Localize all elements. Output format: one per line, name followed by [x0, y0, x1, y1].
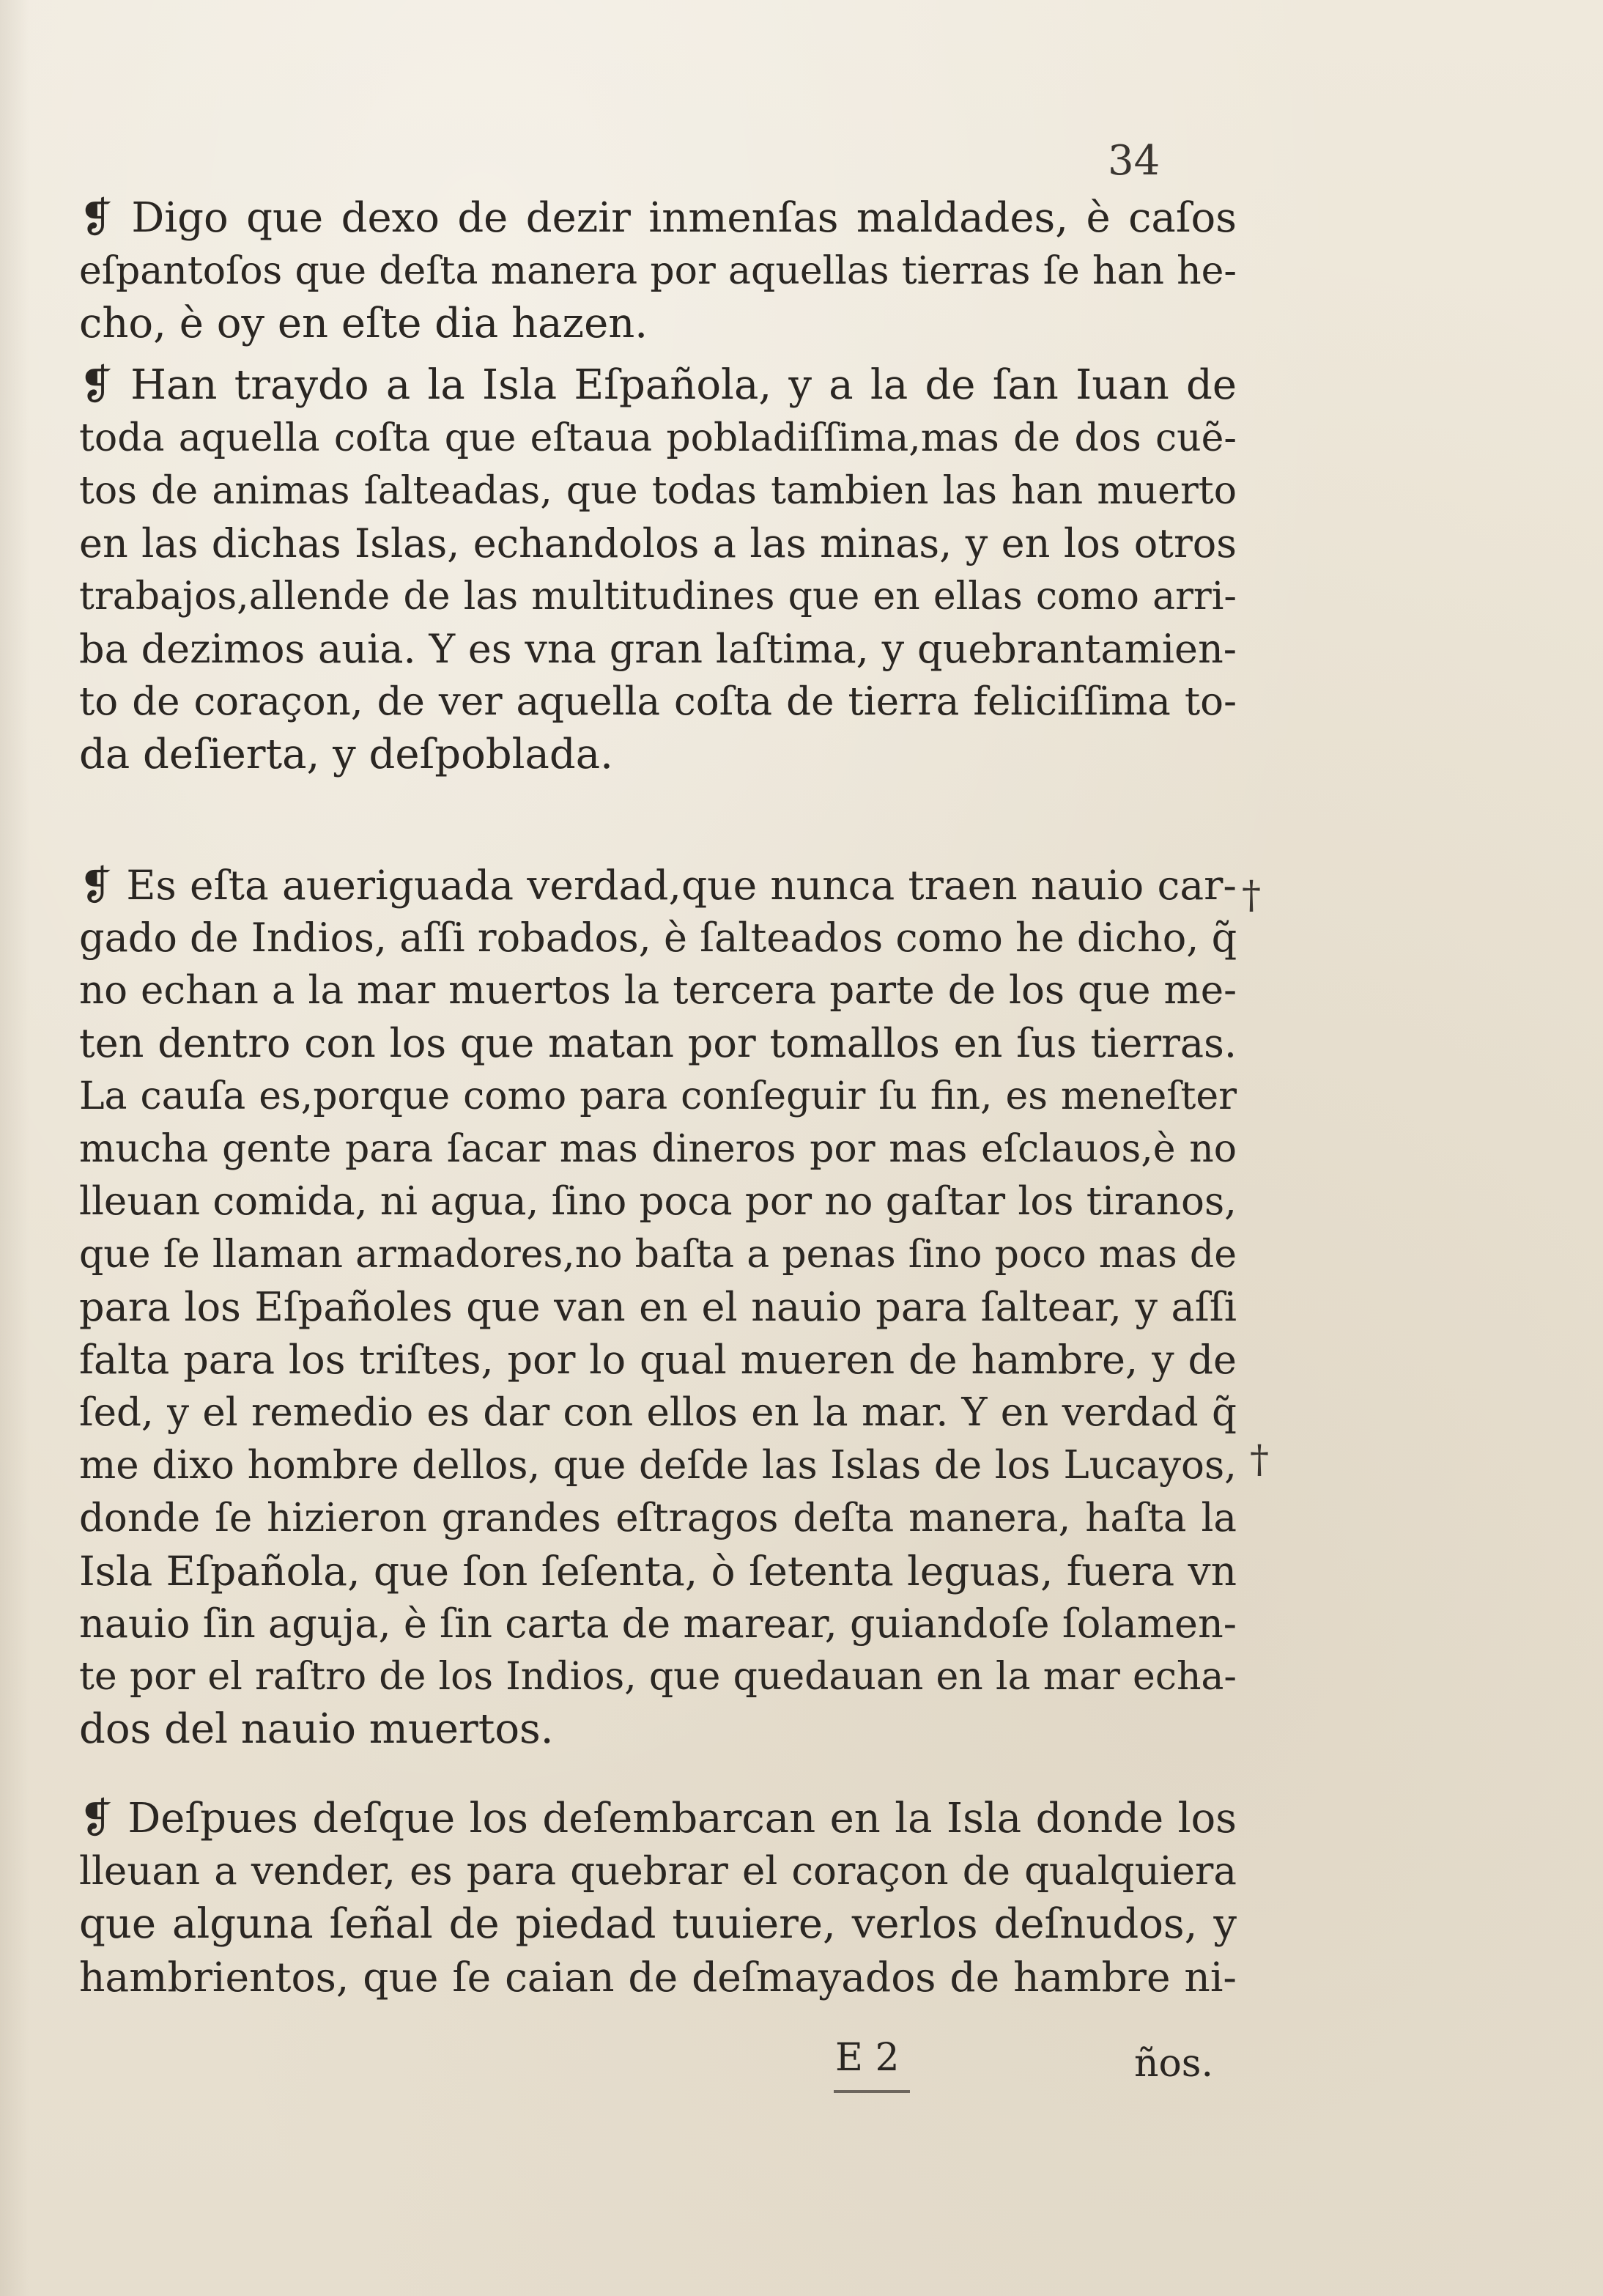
text-line: ❡ Han traydo a la Isla Eſpañola, y a la de ſan Iuan de [79, 361, 1237, 409]
text-line: lleuan comida, ni agua, ſino poca por no gaſtar los tiranos, [79, 1179, 1237, 1224]
text-line: da deſierta, y deſpoblada. [79, 731, 613, 778]
text-line: ❡ Deſpues deſque los deſembarcan en la Isla donde los [79, 1795, 1237, 1842]
signature-mark: E 2 [835, 2036, 900, 2080]
text-line: mucha gente para ſacar mas dineros por mas eſclauos,è no [79, 1127, 1237, 1171]
folio-number: 34 [1108, 137, 1160, 185]
text-line: ſed, y el remedio es dar con ellos en la mar. Y en verdad q̃ [79, 1390, 1237, 1435]
text-line: para los Eſpañoles que van en el nauio para ſaltear, y aſſi [79, 1284, 1237, 1330]
text-line: que ſe llaman armadores,no baſta a penas ſino poco mas de [79, 1233, 1237, 1277]
text-line: tos de animas ſalteadas, que todas tambien las han muerto [79, 469, 1237, 513]
text-line: toda aquella coſta que eſtaua pobladiſſima,mas de dos cuẽ- [79, 416, 1237, 460]
text-line: cho, è oy en eſte dia hazen. [79, 300, 648, 347]
text-line: en las dichas Islas, echandolos a las minas, y en los otros [79, 520, 1237, 566]
text-line: trabajos,allende de las multitudines que en ellas como arri- [79, 575, 1237, 619]
text-line: eſpantoſos que deſta manera por aquellas tierras ſe han he- [79, 249, 1237, 293]
text-line: ba dezimos auia. Y es vna gran laſtima, y quebrantamien- [79, 626, 1237, 672]
text-line: falta para los triſtes, por lo qual mueren de hambre, y de [79, 1337, 1237, 1383]
text-line: to de coraçon, de ver aquella coſta de tierra feliciſſima to- [79, 679, 1237, 724]
text-line: La cauſa es,porque como para conſeguir ſu fin, es meneſter [79, 1074, 1237, 1118]
margin-mark-icon: † [1250, 1438, 1269, 1482]
text-line: hambrientos, que ſe caian de deſmayados de hambre ni- [79, 1954, 1237, 2001]
text-line: no echan a la mar muertos la tercera parte de los que me- [79, 968, 1237, 1013]
text-line: me dixo hombre dellos, que deſde las Islas de los Lucayos, [79, 1443, 1237, 1488]
signature-underline [834, 2090, 910, 2093]
text-line: te por el raſtro de los Indios, que quedauan en la mar echa- [79, 1655, 1237, 1699]
text-line: Isla Eſpañola, que ſon ſeſenta, ò ſetenta leguas, fuera vn [79, 1548, 1237, 1595]
text-line: dos del nauio muertos. [79, 1705, 554, 1753]
text-line: donde ſe hizieron grandes eſtragos deſta manera, haſta la [79, 1496, 1237, 1540]
text-line: que alguna ſeñal de piedad tuuiere, verlos deſnudos, y [79, 1900, 1237, 1948]
text-line: lleuan a vender, es para quebrar el coraçon de qualquiera [79, 1849, 1237, 1894]
text-line: gado de Indios, aſſi robados, è ſalteados como he dicho, q̃ [79, 915, 1237, 961]
text-line: ❡ Es eſta aueriguada verdad,que nunca traen nauio car- [79, 862, 1237, 909]
text-line: nauio ſin aguja, è ſin carta de marear, guiandoſe ſolamen- [79, 1601, 1237, 1647]
margin-mark-icon: † [1242, 874, 1261, 918]
text-line: ten dentro con los que matan por tomallos en ſus tierras. [79, 1020, 1237, 1066]
catchword: ños. [1134, 2042, 1214, 2086]
text-line: ❡ Digo que dexo de dezir inmenſas maldades, è caſos [79, 194, 1237, 242]
